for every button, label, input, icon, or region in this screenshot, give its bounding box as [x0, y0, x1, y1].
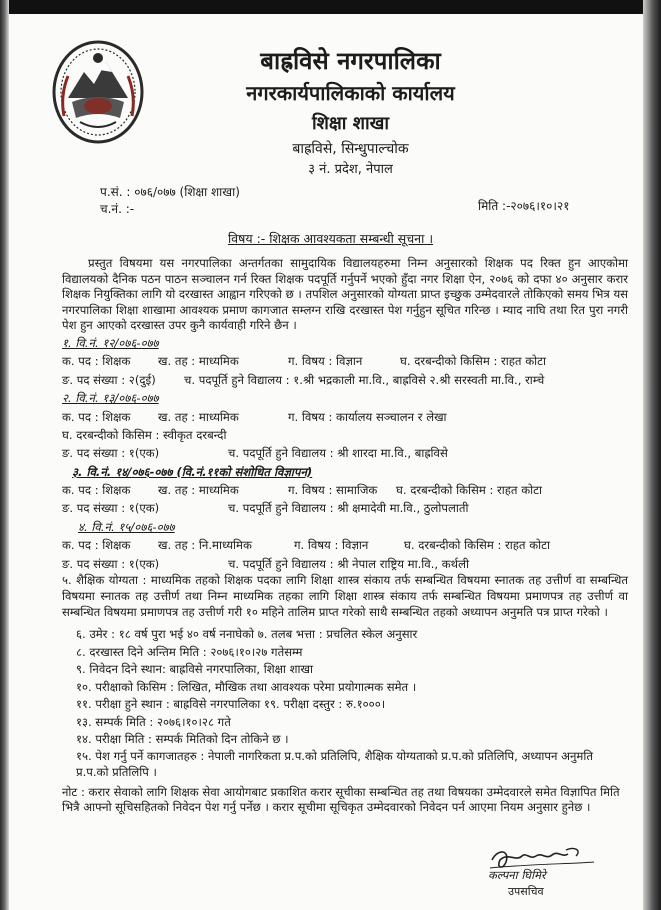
advert-heading: ४. वि.नं. १५/०७६-०७७: [78, 519, 175, 534]
notice-subject: विषय :- शिक्षक आवश्यकता सम्बन्धी सूचना ।: [227, 231, 434, 246]
branch-name: शिक्षा शाखा: [311, 113, 390, 134]
condition-item: १३. सम्पर्क मिति : २०७६।१०।२८ गते: [76, 714, 231, 729]
condition-item: ८. दरखास्त दिने अन्तिम मिति : २०७६।१०।२७ गतेसम्म: [76, 644, 303, 659]
condition-item: १४. परीक्षा मिति : सम्पर्क मितिको दिन तोकिने छ ।: [76, 732, 289, 747]
notice-body: [62, 256, 628, 816]
office-province: ३ नं. प्रदेश, नेपाल: [308, 162, 393, 177]
note-paragraph: नोट : करार सेवाको लागि शिक्षक सेवा आयोगबाट प्रकाशित करार सूचीका सम्बन्धित तह तथा विषयका उम्मेदवारले समेत विज्ञापित मिति भित्रै आफ्नो सूचिसहितको निवेदन पेश गर्नु पर्नेछ । करार सूचीमा सूचिकृत उम्मेदवारको निवेदन पर्न आएमा नियम अनुसार हुनेछ ।: [62, 784, 620, 815]
advert-details: क. पद : शिक्षक ख. तह : माध्यमिक ग. विषय : विज्ञान घ. दरबन्दीको किसिम : राहत कोटा: [62, 354, 546, 369]
advert-details: क. पद : शिक्षक ख. तह : नि.माध्यमिक ग. विषय : विज्ञान घ. दरबन्दीको किसिम : राहत कोटा: [62, 538, 550, 553]
advert-heading: १. वि.नं. १२/०७६-०७७: [62, 335, 159, 350]
condition-item: ९. निवेदन दिने स्थान: बाह्रविसे नगरपालिका, शिक्षा शाखा: [76, 662, 313, 677]
scan-edge-left: [0, 0, 9, 910]
advert-posts: ङ. पद संख्या : १(एक) च. पदपूर्ति हुने विद्यालय : श्री क्षमादेवी मा.वि., ठुलोपलाती: [62, 501, 469, 516]
advert-details: क. पद : शिक्षक ख. तह : माध्यमिक ग. विषय : सामाजिक घ. दरबन्दीको किसिम : राहत कोटा: [62, 483, 542, 498]
scan-edge-right: [643, 0, 661, 910]
dispatch-number: च.नं. :-: [100, 202, 135, 216]
advert-heading: २. वि.नं. १३/०७६-०७७: [62, 391, 159, 406]
signatory-name: कल्पना घिमिरे: [488, 868, 546, 882]
reference-number: प.सं. : ०७६/०७७ (शिक्षा शाखा): [100, 185, 240, 199]
condition-item: ११. परीक्षा हुने स्थान : बाह्रविसे नगरपालिका १९. परीक्षा दस्तुर : रु.१०००।: [76, 697, 386, 712]
advert-posts: ङ. पद संख्या : १(एक) च. पदपूर्ति हुने विद्यालय : श्री नेपाल राष्ट्रिय मा.वि., कर्थली: [62, 556, 469, 571]
advert-details: क. पद : शिक्षक ख. तह : माध्यमिक ग. विषय : कार्यालय सञ्चालन र लेखा: [62, 409, 447, 424]
condition-item: १०. परीक्षाको किसिम : लिखित, मौखिक तथा आवश्यक परेमा प्रयोगात्मक समेत ।: [76, 679, 417, 694]
scan-edge-top: [0, 0, 661, 14]
condition-item: ६. उमेर : १८ वर्ष पुरा भई ४० वर्ष ननाघेको ७. तलब भत्ता : प्रचलित स्केल अनुसार: [76, 627, 418, 642]
documents-item: १५. पेश गर्नु पर्ने कागजातहरु : नेपाली नागरिकता प्र.प.को प्रतिलिपि, शैक्षिक योग्यताको प्र.प.को प्रतिलिपि, अध्यापन अनुमति प्र.प.को प्रतिलिपि ।: [76, 748, 593, 779]
notice-date: मिति :-२०७६।१०।२१: [478, 199, 570, 213]
municipality-name: बाह्रविसे नगरपालिका: [260, 47, 441, 75]
qualification-paragraph: ५. शैक्षिक योग्यता : माध्यमिक तहको शिक्षक पदका लागि शिक्षा शास्त्र संकाय तर्फ सम्बन्धित विषयमा स्नातक तह उत्तीर्ण वा सम्बन्धित विषयमा स्नातक तह उत्तीर्ण तथा निम्न माध्यमिक तहका लागि शिक्षा शास्त्र संकाय तर्फ सम्बन्धित विषयमा प्रमाणपत्र तह उत्तीर्ण वा सम्बन्धित विषयमा प्रमाणपत्र तह उत्तीर्ण गरी १० महिने तालिम प्राप्त गरेको साथै सम्बन्धित तहको अध्यापन अनुमति पत्र प्राप्त गरेको ।: [62, 573, 628, 619]
advert-quota: घ. दरबन्दीको किसिम : स्वीकृत दरबन्दी: [62, 427, 227, 442]
signatory-designation: उपसचिव: [508, 885, 544, 898]
office-name: नगरकार्यपालिकाको कार्यालय: [246, 81, 455, 105]
advert-posts: ङ. पद संख्या : १(एक) च. पदपूर्ति हुने विद्यालय : श्री शारदा मा.वि., बाह्रविसे: [62, 446, 448, 461]
office-address: बाह्रविसे, सिन्धुपाल्चोक: [292, 141, 409, 157]
advert-heading: ३. वि.नं. १४/०७६-०७७ (वि.नं.११को संशोधित विज्ञापन): [72, 464, 313, 479]
advert-posts: ङ. पद संख्या : २(दुई) च. पदपूर्ति हुने विद्यालय : १.श्री भद्रकाली मा.वि., बाह्रविसे २.श्री सरस्वती मा.वि., राम्चे: [62, 372, 545, 387]
intro-paragraph: प्रस्तुत विषयमा यस नगरपालिका अन्तर्गतका सामुदायिक विद्यालयहरुमा निम्न अनुसारको शिक्षक पद रिक्त हुन आएकोमा विद्यालयको दैनिक पठन पाठन सञ्चालन गर्न रिक्त शिक्षक पदपूर्ति गर्नुपर्ने भएको हुँदा नगर शिक्षा ऐन, २०७६ को दफा ४० अनुसार करार शिक्षक नियुक्तिका लागि यो दरखास्त आह्वान गरिएको छ । तपशिल अनुसारको योग्यता प्राप्त इच्छुक उम्मेदवारले तोकिएको समय भित्र यस नगरपालिका शिक्षा शाखामा आवश्यक प्रमाण कागजात सम्लग्न राखि दरखास्त पेश गर्नुहुन सूचित गरिन्छ । म्याद नाघि तथा रित पुरा नगरी पेश हुन आएको दरखास्त उपर कुनै कार्यवाही गरिने छैन ।: [62, 256, 628, 333]
